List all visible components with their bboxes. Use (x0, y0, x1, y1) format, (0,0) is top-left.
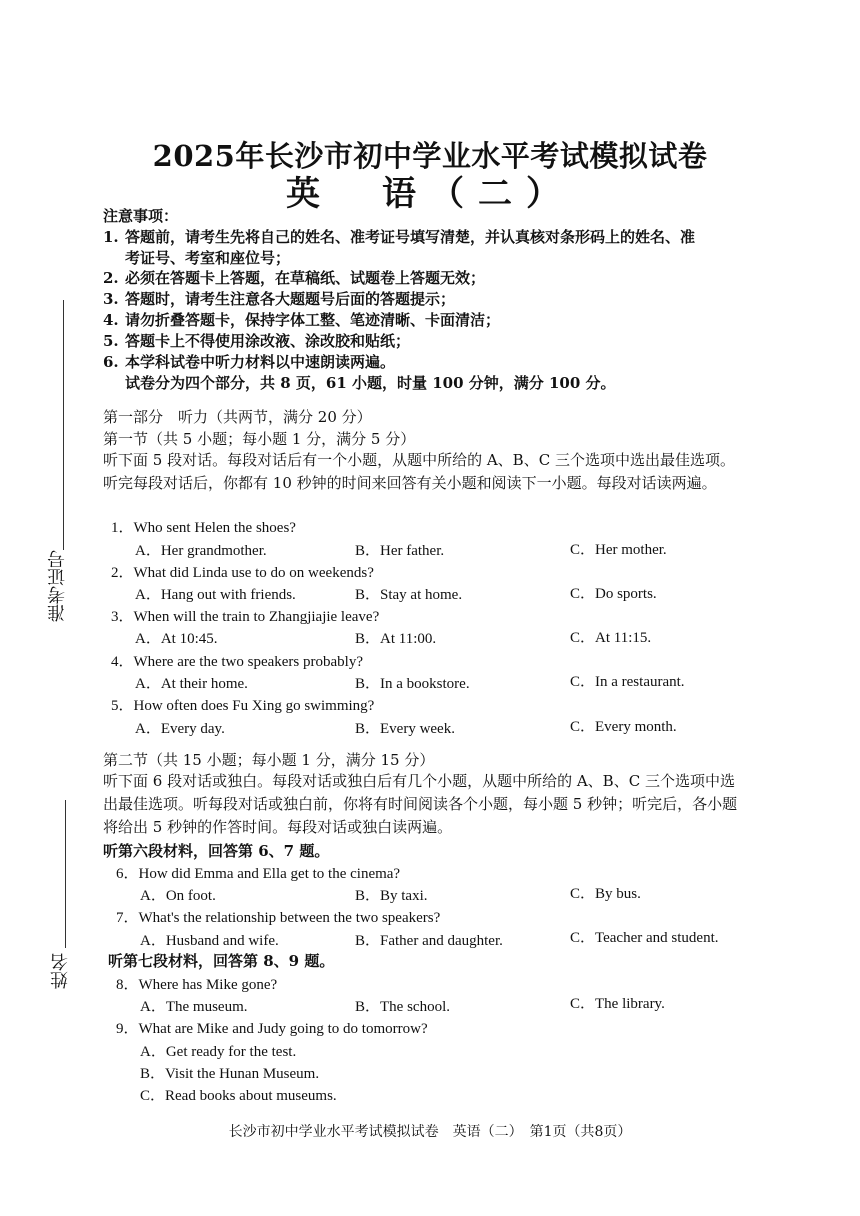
question-text: 7．What's the relationship between the two speakers? (116, 910, 441, 926)
material6-label: 听第六段材料，回答第 6、7 题。 (103, 842, 330, 860)
option-b: B．The school. (355, 999, 450, 1015)
option-c: C．Read books about museums. (140, 1088, 337, 1104)
question-text: 4．Where are the two speakers probably? (111, 654, 363, 670)
option-a: A．Get ready for the test. (140, 1044, 297, 1060)
exam-id-label: 准考证号 (47, 550, 68, 622)
question-text: 6．How did Emma and Ella get to the cinema? (116, 866, 401, 882)
material7-label: 听第七段材料，回答第 8、9 题。 (108, 952, 335, 970)
option-b: B．Father and daughter. (355, 933, 503, 949)
option-a: A．The museum. (140, 999, 248, 1015)
option-b: B．Stay at home. (355, 587, 463, 603)
notice-item: 考证号、考室和座位号； (125, 249, 291, 267)
option-a: A．At their home. (135, 676, 248, 692)
question-text: 1．Who sent Helen the shoes? (111, 520, 296, 536)
notice-item: 4. 请勿折叠答题卡，保持字体工整、笔迹清晰、卡面清洁； (103, 311, 501, 329)
section1-instructions: 听下面 5 段对话。每段对话后有一个小题，从题中所给的 A、B、C 三个选项中选出最佳选项。听完每段对话后，你都有 10 秒钟的时间来回答有关小题和阅读下一小题。每段对话读两遍。 (103, 451, 735, 492)
notice-item: 5. 答题卡上不得使用涂改液、涂改胶和贴纸； (103, 332, 411, 350)
notice-item: 1. 答题前，请考生先将自己的姓名、准考证号填写清楚，并认真核对条形码上的姓名、准 (103, 228, 696, 246)
name-label: 姓名 (50, 953, 71, 989)
notice-item: 6. 本学科试卷中听力材料以中速朗读两遍。 (103, 353, 396, 371)
option-c: C．Every month. (570, 719, 677, 735)
section1-title: 第一节（共 5 小题；每小题 1 分，满分 5 分） (103, 430, 416, 448)
option-c: C．Teacher and student. (570, 930, 719, 946)
option-c: C．Do sports. (570, 586, 657, 602)
exam-subject: 英 语（二） (286, 174, 574, 214)
notice-item: 试卷分为四个部分，共 8 页，61 小题，时量 100 分钟，满分 100 分。 (125, 374, 616, 392)
option-a: A．Her grandmother. (135, 543, 267, 559)
page-footer: 长沙市初中学业水平考试模拟试卷 英语（二） 第1页（共8页） (228, 1124, 632, 1140)
option-b: B．In a bookstore. (355, 676, 470, 692)
notice-item: 3. 答题时，请考生注意各大题题号后面的答题提示； (103, 290, 456, 308)
exam-id-line (63, 300, 64, 550)
notice-item: 2. 必须在答题卡上答题，在草稿纸、试题卷上答题无效； (103, 269, 486, 287)
option-b: B．Her father. (355, 543, 445, 559)
name-line (65, 800, 66, 948)
section2-title: 第二节（共 15 小题；每小题 1 分，满分 15 分） (103, 751, 435, 769)
option-b: B．By taxi. (355, 888, 428, 904)
question-text: 9．What are Mike and Judy going to do tomorrow? (116, 1021, 428, 1037)
option-c: C．By bus. (570, 886, 641, 902)
option-a: A．Husband and wife. (140, 933, 279, 949)
question-text: 3．When will the train to Zhangjiajie leave? (111, 609, 380, 625)
option-b: B．At 11:00. (355, 631, 437, 647)
option-a: A．At 10:45. (135, 631, 218, 647)
option-c: C．The library. (570, 996, 665, 1012)
option-b: B．Every week. (355, 721, 455, 737)
question-text: 5．How often does Fu Xing go swimming? (111, 698, 375, 714)
section2-instructions: 听下面 6 段对话或独白。每段对话或独白后有几个小题，从题中所给的 A、B、C 三个选项中选出最佳选项。听每段对话或独白前，你将有时间阅读各个小题，每小题 5 秒钟；听完后，各小题将给出 5 秒钟的作答时间。每段对话或独白读两遍。 (103, 772, 738, 836)
part1-title: 第一部分 听力（共两节，满分 20 分） (103, 408, 372, 426)
question-text: 8．Where has Mike gone? (116, 977, 278, 993)
option-c: C．In a restaurant. (570, 674, 685, 690)
notice-heading: 注意事项： (103, 207, 179, 225)
option-a: A．Every day. (135, 721, 225, 737)
question-text: 2．What did Linda use to do on weekends? (111, 565, 374, 581)
option-c: C．Her mother. (570, 542, 667, 558)
exam-title: 2025年长沙市初中学业水平考试模拟试卷 (152, 139, 708, 173)
option-a: A．Hang out with friends. (135, 587, 296, 603)
option-a: A．On foot. (140, 888, 216, 904)
option-c: C．At 11:15. (570, 630, 652, 646)
option-b: B．Visit the Hunan Museum. (140, 1066, 320, 1082)
